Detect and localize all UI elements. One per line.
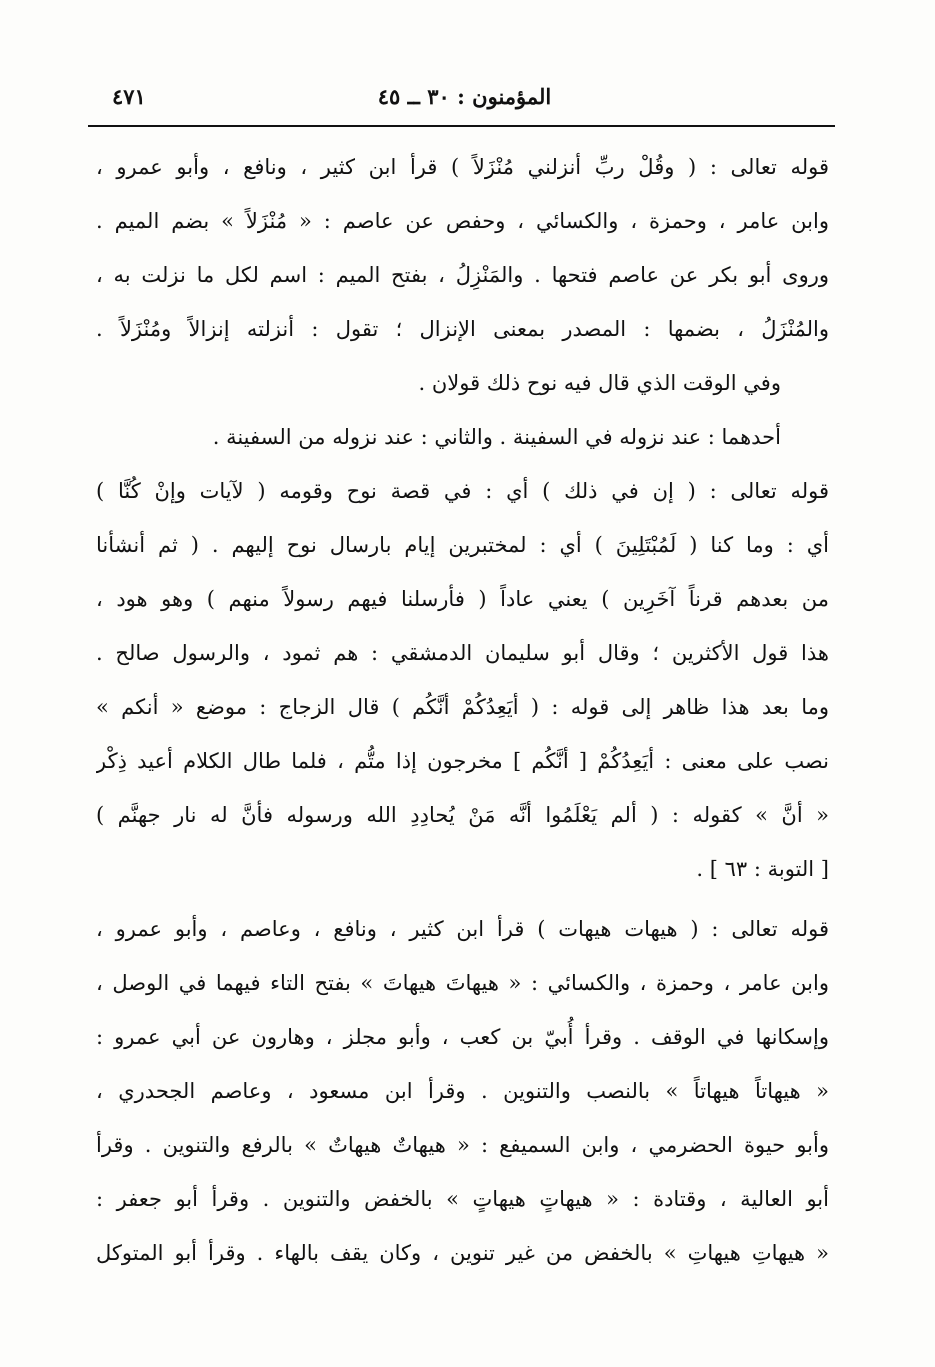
- text-line: نصب على معنى : أيَعِدُكُمْ [ أنَّكُم ] مخرجون إذا متُّم ، فلما طال الكلام أعيد ذِكْر: [96, 749, 829, 773]
- text-line: وابن عامر ، وحمزة ، والكسائي ، وحفص عن عاصم : « مُنْزَلاً » بضم الميم .: [96, 209, 829, 233]
- text-line: وإسكانها في الوقف . وقرأ أُبيّ بن كعب ، وأبو مجلز ، وهارون عن أبي عمرو :: [96, 1025, 829, 1049]
- text-line: من بعدهم قرناً آخَرِين ) يعني عاداً ( فأرسلنا فيهم رسولاً منهم ) وهو هود ،: [96, 587, 829, 611]
- text-line: « هيهاتاً هيهاتاً » بالنصب والتنوين . وقرأ ابن مسعود ، وعاصم الجحدري ،: [96, 1079, 829, 1103]
- text-line: وفي الوقت الذي قال فيه نوح ذلك قولان .: [418, 371, 781, 395]
- body-text: [96, 140, 829, 1280]
- text-line: وابن عامر ، وحمزة ، والكسائي : « هيهاتَ هيهاتَ » بفتح التاء فيهما في الوصل ،: [96, 971, 829, 995]
- text-line: وأبو حيوة الحضرمي ، وابن السميفع : « هيهاتٌ هيهاتٌ » بالرفع والتنوين . وقرأ: [96, 1133, 829, 1157]
- text-line: أي : وما كنا ( لَمُبْتَلِينَ ) أي : لمختبرين إيام بارسال نوح إليهم . ( ثم أنشأنا: [96, 533, 829, 557]
- text-line: قوله تعالى : ( وقُلْ ربِّ أنزلني مُنْزَلاً ) قرأ ابن كثير ، ونافع ، وأبو عمرو ،: [96, 155, 829, 179]
- text-line: أحدهما : عند نزوله في السفينة . والثاني : عند نزوله من السفينة .: [212, 425, 781, 449]
- text-line: قوله تعالى : ( هيهات هيهات ) قرأ ابن كثير ، ونافع ، وعاصم ، وأبو عمرو ،: [96, 917, 829, 941]
- text-line: والمُنْزَلُ ، بضمها : المصدر بمعنى الإنزال ؛ تقول : أنزلته إنزالاً ومُنْزَلاً .: [96, 317, 829, 341]
- text-line: وما بعد هذا ظاهر إلى قوله : ( أيَعِدُكُمْ أنَّكُم ) قال الزجاج : موضع « أنكم »: [96, 695, 829, 719]
- page-header: [90, 82, 839, 122]
- text-line: هذا قول الأكثرين ؛ وقال أبو سليمان الدمشقي : هم ثمود ، والرسول صالح .: [96, 641, 829, 665]
- header-divider: [88, 125, 835, 127]
- text-line: أبو العالية ، وقتادة : « هيهاتٍ هيهاتٍ » بالخفض والتنوين . وقرأ أبو جعفر :: [96, 1187, 829, 1211]
- text-line: « هيهاتِ هيهاتِ » بالخفض من غير تنوين ، وكان يقف بالهاء . وقرأ أبو المتوكل: [96, 1241, 829, 1265]
- text-line: وروى أبو بكر عن عاصم فتحها . والمَنْزِلُ ، بفتح الميم : اسم لكل ما نزلت به ،: [96, 263, 829, 287]
- text-line: قوله تعالى : ( إن في ذلك ) أي : في قصة نوح وقومه ( لآيات وإنْ كُنَّا ): [96, 479, 829, 503]
- text-line: [ التوبة : ٦٣ ] .: [696, 857, 829, 881]
- text-line: « أنَّ » كقوله : ( ألم يَعْلَمُوا أنَّه مَنْ يُحادِدِ الله ورسوله فأنَّ له نار جهنَّم ): [96, 803, 829, 827]
- running-title: المؤمنون : ٣٠ ــ ٤٥: [377, 84, 552, 109]
- page-number: ٤٧١: [112, 84, 146, 109]
